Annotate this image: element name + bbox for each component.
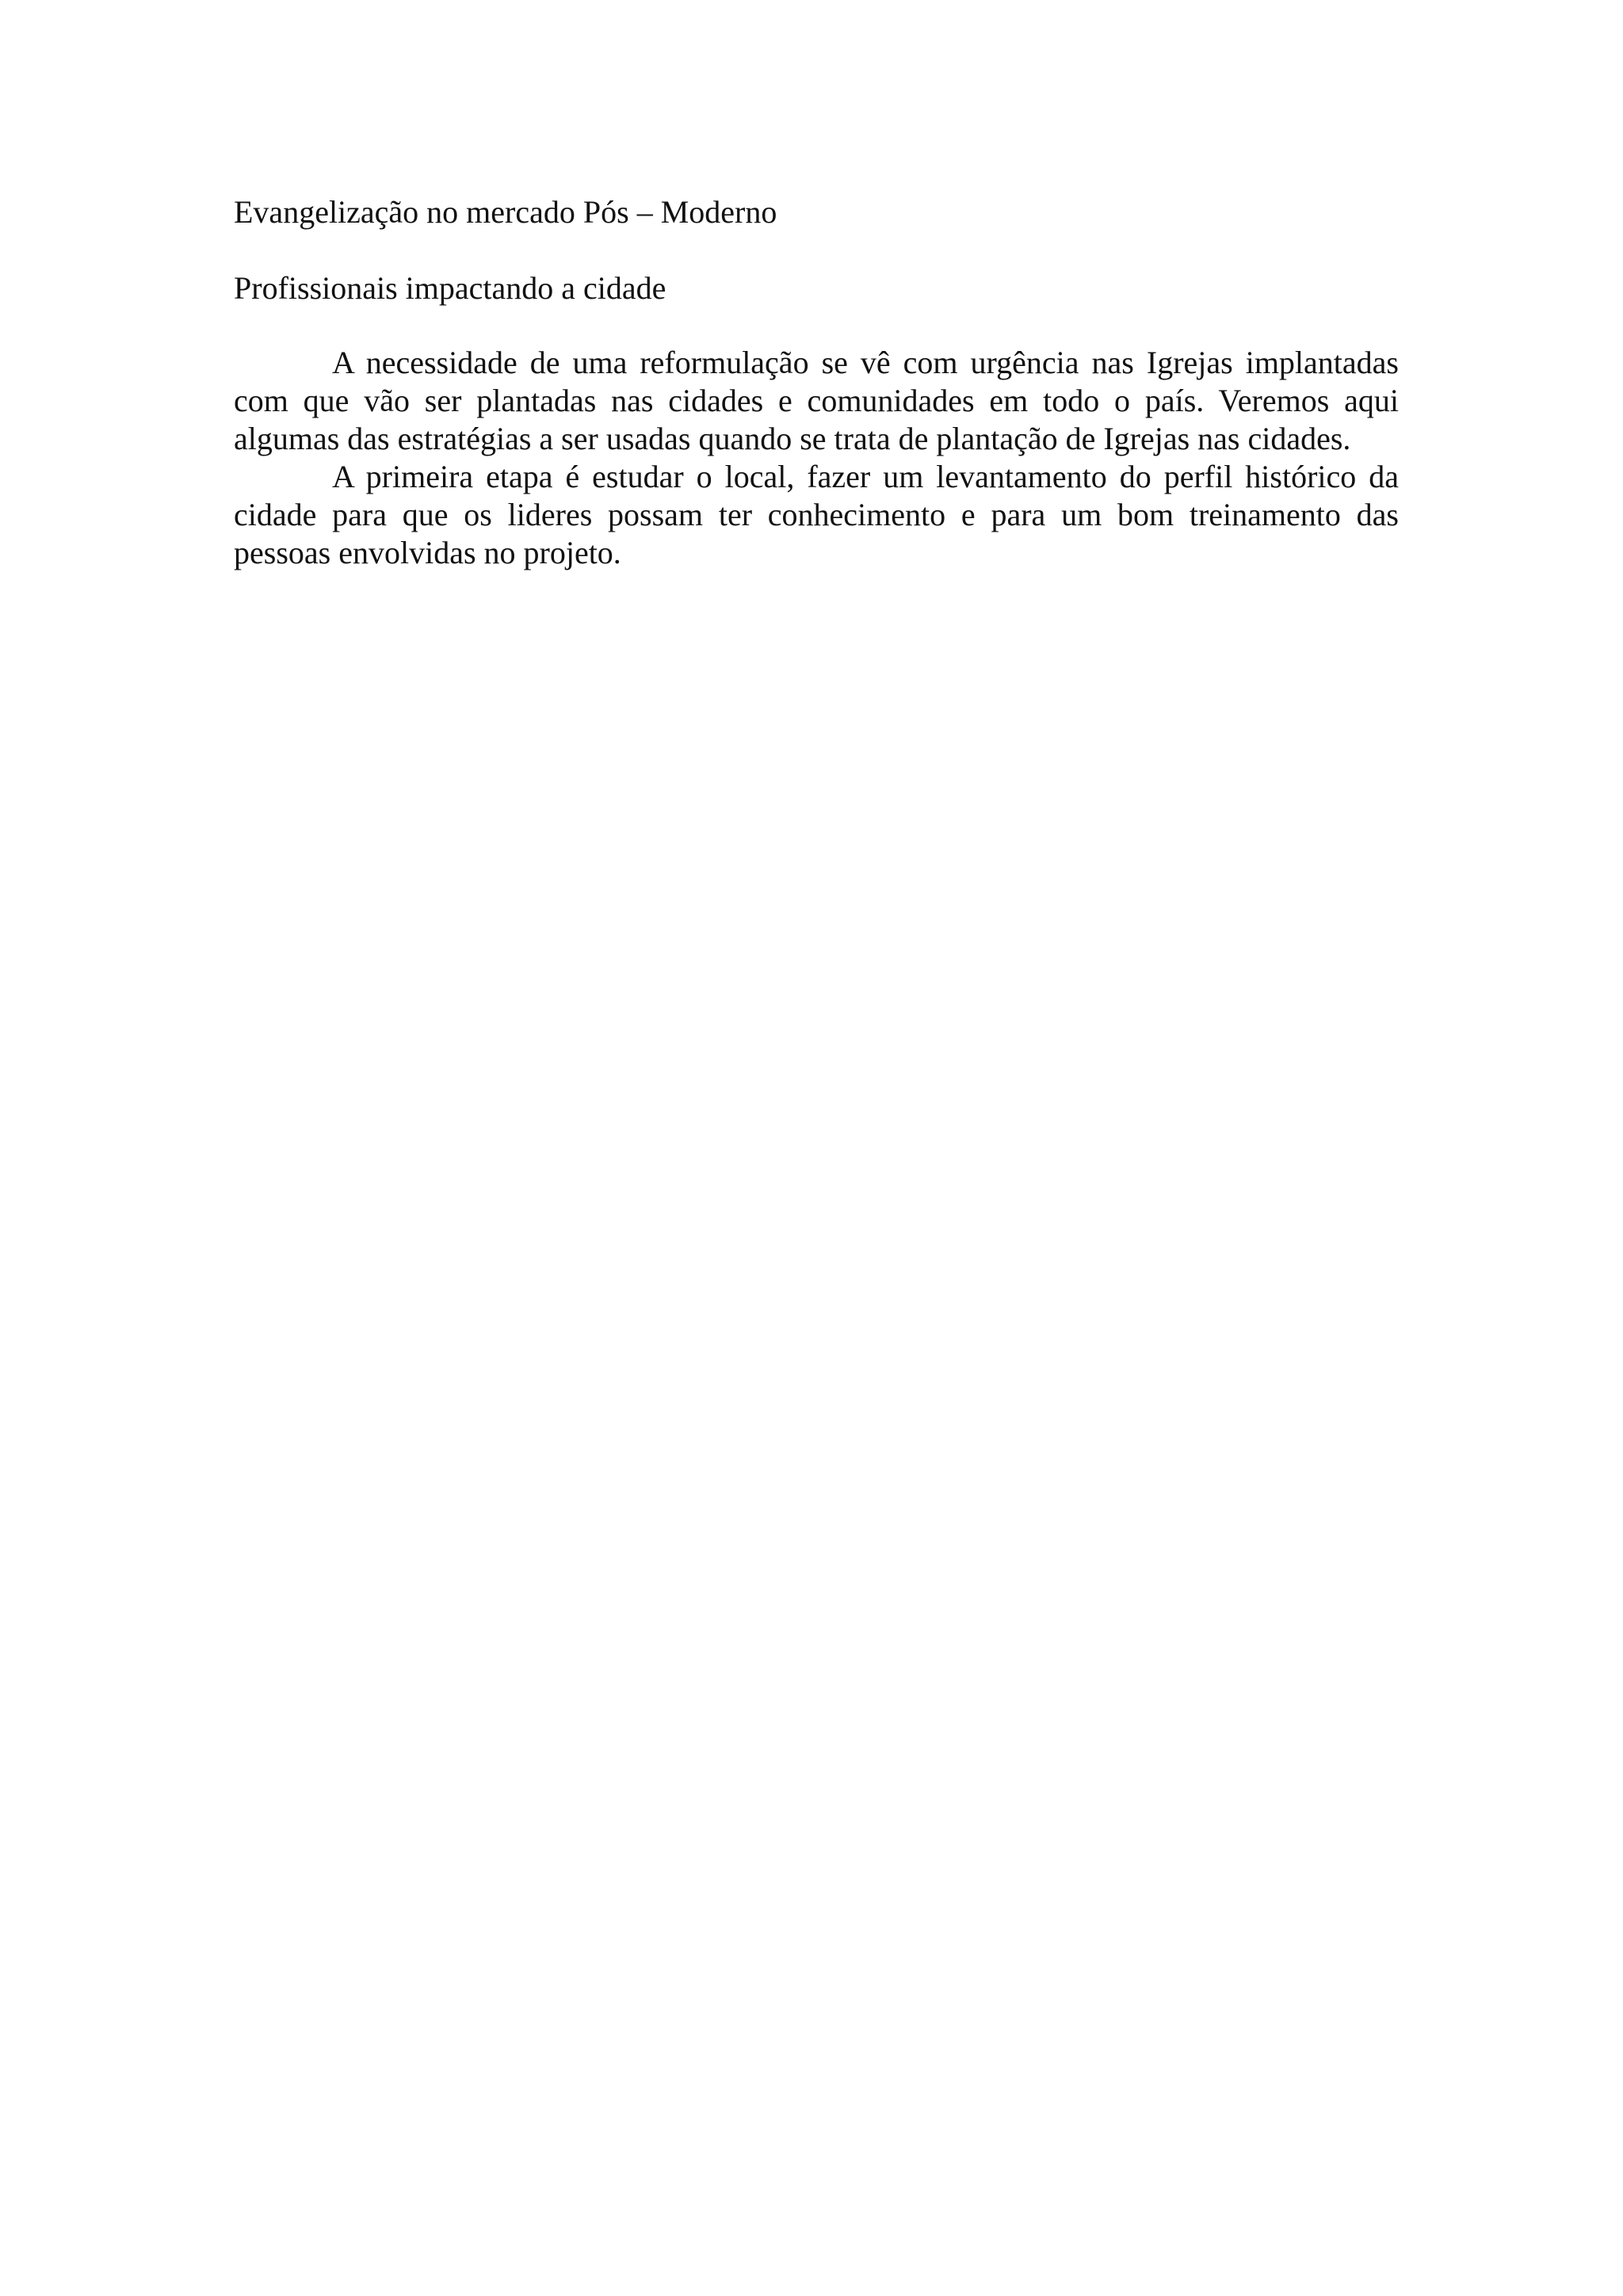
document-subtitle: Profissionais impactando a cidade <box>234 270 666 306</box>
document-title: Evangelização no mercado Pós – Moderno <box>234 194 777 230</box>
document-body <box>234 192 1399 572</box>
paragraph-1: A necessidade de uma reformulação se vê com urgência nas Igrejas implantadas com que vão ser plantadas nas cidades e comunidades em todo o país. Veremos aqui algumas das estratégias a ser usadas quando se trata de plantação de Igrejas nas cidades. <box>234 345 1399 456</box>
paragraph-2: A primeira etapa é estudar o local, fazer um levantamento do perfil histórico da cidade para que os lideres possam ter conhecimento e para um bom treinamento das pessoas envolvidas no projeto. <box>234 459 1399 570</box>
